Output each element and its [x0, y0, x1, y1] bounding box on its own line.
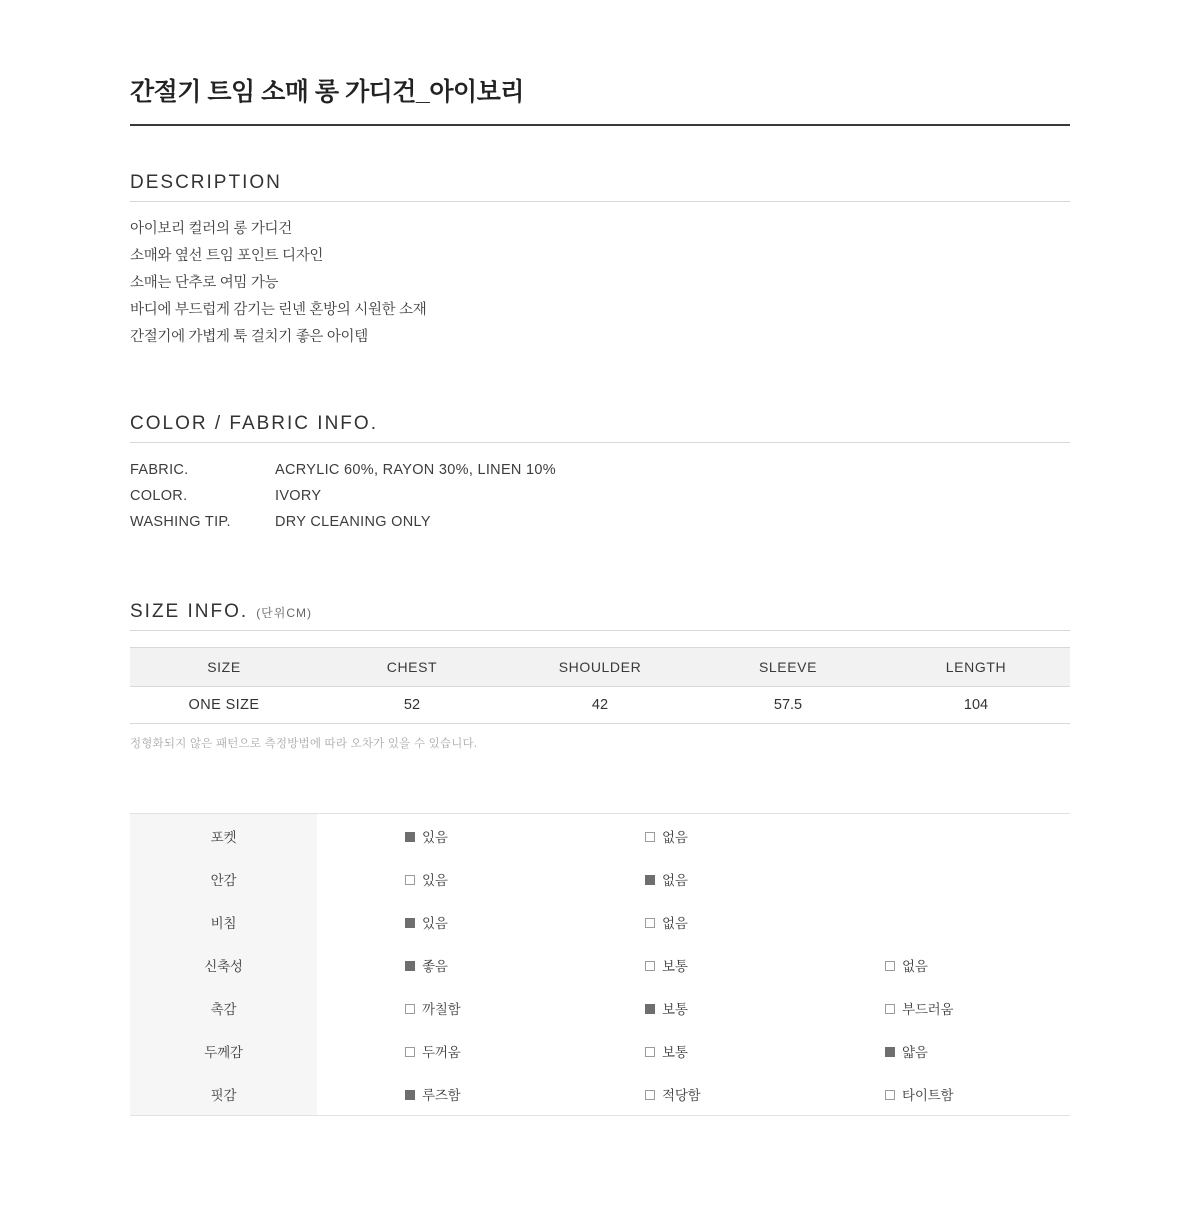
attribute-option — [645, 814, 885, 857]
attribute-option-label: 타이트함 — [902, 1087, 954, 1103]
color-fabric-heading-row — [130, 413, 1070, 443]
attribute-label: 비침 — [130, 900, 317, 943]
table-header-row — [130, 648, 1070, 687]
checkbox-checked-icon[interactable] — [645, 875, 655, 885]
checkbox-unchecked-icon[interactable] — [885, 1090, 895, 1100]
attribute-option-label: 좋음 — [422, 958, 448, 974]
description-list — [130, 216, 1070, 351]
size-info-heading: SIZE INFO. — [130, 601, 249, 622]
attribute-option-label: 적당함 — [662, 1087, 701, 1103]
attribute-spacer — [317, 900, 405, 943]
fabric-value: ACRYLIC 60%, RAYON 30%, LINEN 10% — [275, 462, 556, 478]
attribute-label: 포켓 — [130, 814, 317, 857]
checkbox-unchecked-icon[interactable] — [885, 961, 895, 971]
color-fabric-heading: COLOR / FABRIC INFO. — [130, 413, 378, 434]
attribute-option-label: 보통 — [662, 1044, 688, 1060]
cell-chest: 52 — [318, 687, 506, 724]
washing-tip-label: WASHING TIP. — [130, 514, 231, 530]
column-header-size: SIZE — [130, 648, 318, 687]
checkbox-checked-icon[interactable] — [885, 1047, 895, 1057]
attribute-option — [885, 1072, 1125, 1115]
cell-shoulder: 42 — [506, 687, 694, 724]
size-info-unit: (단위CM) — [256, 606, 313, 620]
attribute-option — [405, 1029, 645, 1072]
attribute-option-label: 없음 — [662, 915, 688, 931]
checkbox-checked-icon[interactable] — [645, 1004, 655, 1014]
attribute-option — [885, 986, 1125, 1029]
table-row — [130, 857, 1125, 900]
attributes-table — [130, 814, 1125, 1115]
attribute-label: 핏감 — [130, 1072, 317, 1115]
washing-tip-value: DRY CLEANING ONLY — [275, 514, 431, 530]
list-item: 아이보리 컬러의 롱 가디건 — [130, 221, 292, 237]
fabric-info-table — [130, 457, 556, 535]
cell-sleeve: 57.5 — [694, 687, 882, 724]
column-header-shoulder: SHOULDER — [506, 648, 694, 687]
table-row — [130, 509, 556, 535]
attribute-option — [645, 1072, 885, 1115]
list-item: 바디에 부드럽게 감기는 린넨 혼방의 시원한 소재 — [130, 302, 427, 318]
color-label: COLOR. — [130, 488, 188, 504]
table-row — [130, 687, 1070, 724]
table-row — [130, 457, 556, 483]
attribute-label: 신축성 — [130, 943, 317, 986]
description-heading-row — [130, 172, 1070, 202]
attribute-option — [645, 1029, 885, 1072]
attribute-option-label: 있음 — [422, 872, 448, 888]
attribute-option — [405, 943, 645, 986]
column-header-length: LENGTH — [882, 648, 1070, 687]
attribute-option-label: 보통 — [662, 958, 688, 974]
attribute-spacer — [317, 1072, 405, 1115]
attribute-spacer — [317, 943, 405, 986]
checkbox-unchecked-icon[interactable] — [645, 1047, 655, 1057]
cell-size-name: ONE SIZE — [130, 687, 318, 724]
attribute-option-label: 부드러움 — [902, 1001, 954, 1017]
column-header-sleeve: SLEEVE — [694, 648, 882, 687]
checkbox-unchecked-icon[interactable] — [885, 1004, 895, 1014]
checkbox-unchecked-icon[interactable] — [405, 875, 415, 885]
column-header-chest: CHEST — [318, 648, 506, 687]
table-row — [130, 814, 1125, 857]
fabric-label: FABRIC. — [130, 462, 189, 478]
checkbox-checked-icon[interactable] — [405, 918, 415, 928]
checkbox-unchecked-icon[interactable] — [405, 1004, 415, 1014]
checkbox-checked-icon[interactable] — [405, 832, 415, 842]
attribute-option-label: 얇음 — [902, 1044, 928, 1060]
list-item: 소매와 옆선 트임 포인트 디자인 — [130, 248, 324, 264]
attribute-option — [885, 943, 1125, 986]
attribute-spacer — [317, 986, 405, 1029]
size-table — [130, 647, 1070, 724]
attribute-option-label: 있음 — [422, 829, 448, 845]
attribute-option-label: 없음 — [662, 829, 688, 845]
table-row — [130, 1072, 1125, 1115]
cell-length: 104 — [882, 687, 1070, 724]
attribute-option — [645, 857, 885, 900]
table-row — [130, 483, 556, 509]
attribute-label: 두께감 — [130, 1029, 317, 1072]
attribute-option-label: 없음 — [662, 872, 688, 888]
color-value: IVORY — [275, 488, 322, 504]
size-info-heading-row — [130, 601, 1070, 631]
attribute-spacer — [317, 857, 405, 900]
attribute-option — [645, 986, 885, 1029]
attribute-option — [885, 1029, 1125, 1072]
attribute-option-label: 보통 — [662, 1001, 688, 1017]
attribute-option-empty — [885, 857, 1125, 900]
attribute-option-label: 까칠함 — [422, 1001, 461, 1017]
attribute-option-empty — [885, 900, 1125, 943]
table-row — [130, 1029, 1125, 1072]
list-item: 간절기에 가볍게 툭 걸치기 좋은 아이템 — [130, 329, 368, 345]
attribute-spacer — [317, 814, 405, 857]
size-info-section — [130, 601, 1070, 751]
attribute-option — [645, 943, 885, 986]
checkbox-checked-icon[interactable] — [405, 1090, 415, 1100]
attribute-option — [645, 900, 885, 943]
attribute-label: 안감 — [130, 857, 317, 900]
table-row — [130, 900, 1125, 943]
table-row — [130, 986, 1125, 1029]
table-row — [130, 943, 1125, 986]
attribute-option — [405, 1072, 645, 1115]
checkbox-unchecked-icon[interactable] — [645, 961, 655, 971]
size-note: 정형화되지 않은 패턴으로 측정방법에 따라 오차가 있을 수 있습니다. — [130, 738, 478, 750]
attributes-section — [130, 813, 1070, 1116]
attribute-option-label: 두꺼움 — [422, 1044, 461, 1060]
content-container — [130, 0, 1070, 1116]
description-heading: DESCRIPTION — [130, 172, 282, 193]
attribute-option-label: 없음 — [902, 958, 928, 974]
attribute-option — [405, 814, 645, 857]
attribute-option — [405, 900, 645, 943]
checkbox-unchecked-icon[interactable] — [645, 918, 655, 928]
checkbox-unchecked-icon[interactable] — [645, 832, 655, 842]
attribute-label: 촉감 — [130, 986, 317, 1029]
checkbox-checked-icon[interactable] — [405, 961, 415, 971]
checkbox-unchecked-icon[interactable] — [405, 1047, 415, 1057]
color-fabric-section — [130, 413, 1070, 535]
attribute-option-empty — [885, 814, 1125, 857]
attribute-option-label: 있음 — [422, 915, 448, 931]
attribute-spacer — [317, 1029, 405, 1072]
list-item: 소매는 단추로 여밈 가능 — [130, 275, 279, 291]
page-title: 간절기 트임 소매 롱 가디건_아이보리 — [130, 72, 1070, 126]
attribute-option — [405, 857, 645, 900]
checkbox-unchecked-icon[interactable] — [645, 1090, 655, 1100]
attribute-option — [405, 986, 645, 1029]
description-section — [130, 172, 1070, 351]
attribute-option-label: 루즈함 — [422, 1087, 461, 1103]
